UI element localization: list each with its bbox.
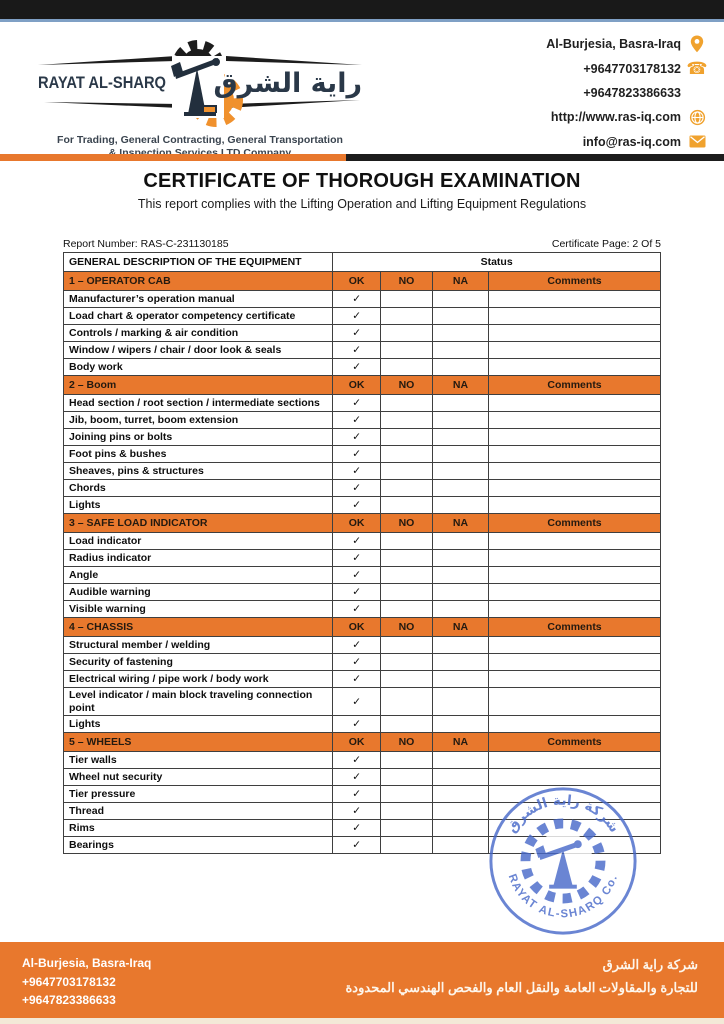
comment-cell — [489, 752, 661, 769]
ok-cell: ✓ — [333, 601, 381, 618]
no-cell — [381, 359, 433, 376]
ok-cell: ✓ — [333, 429, 381, 446]
no-cell — [381, 837, 433, 854]
ok-cell: ✓ — [333, 446, 381, 463]
item-label: Radius indicator — [64, 550, 333, 567]
no-cell — [381, 412, 433, 429]
no-cell — [381, 429, 433, 446]
item-label: Level indicator / main block traveling connection point — [64, 688, 333, 716]
item-label: Foot pins & bushes — [64, 446, 333, 463]
comment-cell — [489, 446, 661, 463]
contact-phone-1: +9647703178132 ☎ — [583, 59, 708, 79]
ok-cell: ✓ — [333, 395, 381, 412]
ok-cell: ✓ — [333, 497, 381, 514]
no-cell — [381, 752, 433, 769]
logo-emblem-icon — [30, 28, 370, 128]
ok-cell: ✓ — [333, 786, 381, 803]
no-cell — [381, 463, 433, 480]
ok-cell: ✓ — [333, 567, 381, 584]
item-label: Electrical wiring / pipe work / body work — [64, 671, 333, 688]
footer-company-name-ar: شركة راية الشرق — [602, 957, 698, 972]
na-cell — [432, 716, 488, 733]
na-cell — [432, 820, 488, 837]
company-logo — [30, 28, 370, 154]
ok-cell: ✓ — [333, 637, 381, 654]
item-row — [64, 359, 661, 376]
item-row — [64, 395, 661, 412]
na-cell — [432, 654, 488, 671]
column-header-comments: Comments — [489, 514, 661, 533]
column-header-no: NO — [381, 618, 433, 637]
item-label: Security of fastening — [64, 654, 333, 671]
na-cell — [432, 342, 488, 359]
ok-cell: ✓ — [333, 820, 381, 837]
comment-cell — [489, 480, 661, 497]
column-header-na: NA — [432, 618, 488, 637]
na-cell — [432, 412, 488, 429]
item-label: Lights — [64, 716, 333, 733]
column-header-na: NA — [432, 733, 488, 752]
equipment-table-body — [64, 253, 661, 854]
no-cell — [381, 688, 433, 716]
footer-address: Al-Burjesia, Basra-Iraq — [22, 956, 152, 970]
header — [0, 22, 724, 154]
ok-cell: ✓ — [333, 584, 381, 601]
column-header-ok: OK — [333, 618, 381, 637]
report-number: Report Number: RAS-C-231130185 — [63, 238, 229, 250]
item-row — [64, 688, 661, 716]
ok-cell: ✓ — [333, 412, 381, 429]
ok-cell: ✓ — [333, 752, 381, 769]
globe-icon — [688, 108, 706, 126]
no-cell — [381, 637, 433, 654]
section-header-row — [64, 376, 661, 395]
item-row — [64, 637, 661, 654]
item-row — [64, 308, 661, 325]
no-cell — [381, 820, 433, 837]
phone-icon: ☎ — [686, 59, 708, 79]
ok-cell: ✓ — [333, 342, 381, 359]
column-header-no: NO — [381, 514, 433, 533]
item-row — [64, 342, 661, 359]
ok-cell: ✓ — [333, 325, 381, 342]
item-label: Audible warning — [64, 584, 333, 601]
na-cell — [432, 308, 488, 325]
comment-cell — [489, 325, 661, 342]
na-cell — [432, 446, 488, 463]
item-row — [64, 671, 661, 688]
na-cell — [432, 769, 488, 786]
page-title: CERTIFICATE OF THOROUGH EXAMINATION — [143, 170, 581, 192]
logo-name-ar: راية الشرق — [213, 68, 362, 99]
stamp-text-arabic: شركة راية الشرق — [503, 792, 623, 836]
comment-cell — [489, 497, 661, 514]
item-label: Jib, boom, turret, boom extension — [64, 412, 333, 429]
section-header-row — [64, 272, 661, 291]
contact-phone-2: +9647823386633 — [583, 86, 681, 101]
column-header-ok: OK — [333, 514, 381, 533]
report-meta — [63, 238, 661, 250]
ok-cell: ✓ — [333, 291, 381, 308]
item-label: Tier pressure — [64, 786, 333, 803]
column-header-comments: Comments — [489, 272, 661, 291]
item-row — [64, 325, 661, 342]
no-cell — [381, 342, 433, 359]
header-separator — [0, 154, 724, 161]
no-cell — [381, 769, 433, 786]
column-header-no: NO — [381, 272, 433, 291]
no-cell — [381, 584, 433, 601]
stamp-text-english: RAYAT AL-SHARQ Co. — [505, 872, 621, 921]
no-cell — [381, 395, 433, 412]
column-header-comments: Comments — [489, 733, 661, 752]
ok-cell: ✓ — [333, 550, 381, 567]
section-title: 4 – CHASSIS — [64, 618, 333, 637]
ok-cell: ✓ — [333, 533, 381, 550]
comment-cell — [489, 567, 661, 584]
footer-bottom-strip — [0, 1018, 724, 1024]
comment-cell — [489, 671, 661, 688]
na-cell — [432, 786, 488, 803]
ok-cell: ✓ — [333, 308, 381, 325]
comment-cell — [489, 342, 661, 359]
item-label: Wheel nut security — [64, 769, 333, 786]
table-main-header-row — [64, 253, 661, 272]
na-cell — [432, 567, 488, 584]
item-row — [64, 429, 661, 446]
column-header-na: NA — [432, 272, 488, 291]
na-cell — [432, 497, 488, 514]
ok-cell: ✓ — [333, 837, 381, 854]
company-stamp — [484, 782, 642, 940]
item-label: Manufacturer’s operation manual — [64, 291, 333, 308]
no-cell — [381, 497, 433, 514]
page-subtitle: This report complies with the Lifting Operation and Lifting Equipment Regulations — [137, 197, 587, 211]
column-header-comments: Comments — [489, 376, 661, 395]
ok-cell: ✓ — [333, 671, 381, 688]
comment-cell — [489, 429, 661, 446]
location-pin-icon — [688, 35, 706, 53]
no-cell — [381, 671, 433, 688]
item-row — [64, 533, 661, 550]
item-label: Chords — [64, 480, 333, 497]
item-label: Joining pins or bolts — [64, 429, 333, 446]
item-label: Window / wipers / chair / door look & seals — [64, 342, 333, 359]
item-row — [64, 497, 661, 514]
na-cell — [432, 803, 488, 820]
item-row — [64, 716, 661, 733]
na-cell — [432, 837, 488, 854]
na-cell — [432, 395, 488, 412]
comment-cell — [489, 688, 661, 716]
ok-cell: ✓ — [333, 716, 381, 733]
comment-cell — [489, 584, 661, 601]
column-header-na: NA — [432, 514, 488, 533]
column-header-no: NO — [381, 376, 433, 395]
contact-address: Al-Burjesia, Basra-Iraq — [546, 32, 706, 56]
item-label: Angle — [64, 567, 333, 584]
comment-cell — [489, 359, 661, 376]
section-title: 1 – OPERATOR CAB — [64, 272, 333, 291]
section-header-row — [64, 618, 661, 637]
item-label: Bearings — [64, 837, 333, 854]
section-title: 3 – SAFE LOAD INDICATOR — [64, 514, 333, 533]
inspection-table — [63, 252, 661, 854]
no-cell — [381, 654, 433, 671]
no-cell — [381, 550, 433, 567]
no-cell — [381, 480, 433, 497]
comment-cell — [489, 533, 661, 550]
comment-cell — [489, 716, 661, 733]
contact-website[interactable]: http://www.ras-iq.com — [546, 105, 706, 129]
column-header-no: NO — [381, 733, 433, 752]
item-row — [64, 291, 661, 308]
contact-list — [546, 32, 706, 154]
column-header-ok: OK — [333, 272, 381, 291]
logo-name-en: RAYAT AL-SHARQ — [38, 73, 166, 92]
item-label: Structural member / welding — [64, 637, 333, 654]
item-label: Sheaves, pins & structures — [64, 463, 333, 480]
na-cell — [432, 550, 488, 567]
logo-tagline: For Trading, General Contracting, General Transportation — [57, 134, 343, 146]
item-label: Head section / root section / intermediate sections — [64, 395, 333, 412]
certificate-page-number: Certificate Page: 2 Of 5 — [551, 238, 661, 250]
footer-contact-block — [22, 954, 151, 1018]
column-header-na: NA — [432, 376, 488, 395]
na-cell — [432, 601, 488, 618]
item-label: Load indicator — [64, 533, 333, 550]
svg-text:شركة راية الشرق — [504, 793, 622, 836]
footer-phone-1: +9647703178132 — [22, 974, 116, 989]
ok-cell: ✓ — [333, 359, 381, 376]
item-row — [64, 550, 661, 567]
na-cell — [432, 291, 488, 308]
column-header-ok: OK — [333, 733, 381, 752]
item-label: Visible warning — [64, 601, 333, 618]
na-cell — [432, 752, 488, 769]
na-cell — [432, 463, 488, 480]
column-header-comments: Comments — [489, 618, 661, 637]
no-cell — [381, 291, 433, 308]
item-row — [64, 567, 661, 584]
comment-cell — [489, 550, 661, 567]
na-cell — [432, 325, 488, 342]
item-label: Rims — [64, 820, 333, 837]
no-cell — [381, 803, 433, 820]
na-cell — [432, 480, 488, 497]
na-cell — [432, 637, 488, 654]
no-cell — [381, 446, 433, 463]
item-row — [64, 463, 661, 480]
ok-cell: ✓ — [333, 463, 381, 480]
item-row — [64, 446, 661, 463]
ok-cell: ✓ — [333, 769, 381, 786]
item-label: Load chart & operator competency certificate — [64, 308, 333, 325]
na-cell — [432, 688, 488, 716]
contact-email[interactable]: info@ras-iq.com — [546, 130, 706, 154]
footer — [0, 942, 724, 1024]
ok-cell: ✓ — [333, 803, 381, 820]
no-cell — [381, 567, 433, 584]
item-label: Controls / marking & air condition — [64, 325, 333, 342]
no-cell — [381, 533, 433, 550]
item-label: Tier walls — [64, 752, 333, 769]
ok-cell: ✓ — [333, 654, 381, 671]
no-cell — [381, 786, 433, 803]
comment-cell — [489, 637, 661, 654]
comment-cell — [489, 654, 661, 671]
comment-cell — [489, 463, 661, 480]
no-cell — [381, 325, 433, 342]
envelope-icon — [688, 133, 706, 151]
section-header-row — [64, 733, 661, 752]
comment-cell — [489, 601, 661, 618]
comment-cell — [489, 291, 661, 308]
item-row — [64, 601, 661, 618]
window-top-bar — [0, 0, 724, 22]
footer-company-arabic-block — [346, 954, 699, 1018]
no-cell — [381, 601, 433, 618]
na-cell — [432, 533, 488, 550]
section-header-row — [64, 514, 661, 533]
item-row — [64, 480, 661, 497]
item-row — [64, 654, 661, 671]
no-cell — [381, 716, 433, 733]
item-label: Thread — [64, 803, 333, 820]
status-header: Status — [333, 253, 661, 272]
item-row — [64, 412, 661, 429]
section-title: 2 – Boom — [64, 376, 333, 395]
ok-cell: ✓ — [333, 480, 381, 497]
item-label: Body work — [64, 359, 333, 376]
section-title: 5 – WHEELS — [64, 733, 333, 752]
column-header-ok: OK — [333, 376, 381, 395]
comment-cell — [489, 395, 661, 412]
item-row — [64, 752, 661, 769]
na-cell — [432, 584, 488, 601]
footer-phone-2: +9647823386633 — [22, 993, 116, 1008]
description-header: GENERAL DESCRIPTION OF THE EQUIPMENT — [64, 253, 333, 272]
footer-company-desc-ar: للتجارة والمقاولات العامة والنقل العام والفحص الهندسي المحدودة — [345, 979, 698, 995]
comment-cell — [489, 308, 661, 325]
no-cell — [381, 308, 433, 325]
comment-cell — [489, 412, 661, 429]
item-label: Lights — [64, 497, 333, 514]
na-cell — [432, 429, 488, 446]
item-row — [64, 584, 661, 601]
na-cell — [432, 359, 488, 376]
na-cell — [432, 671, 488, 688]
ok-cell: ✓ — [333, 688, 381, 716]
